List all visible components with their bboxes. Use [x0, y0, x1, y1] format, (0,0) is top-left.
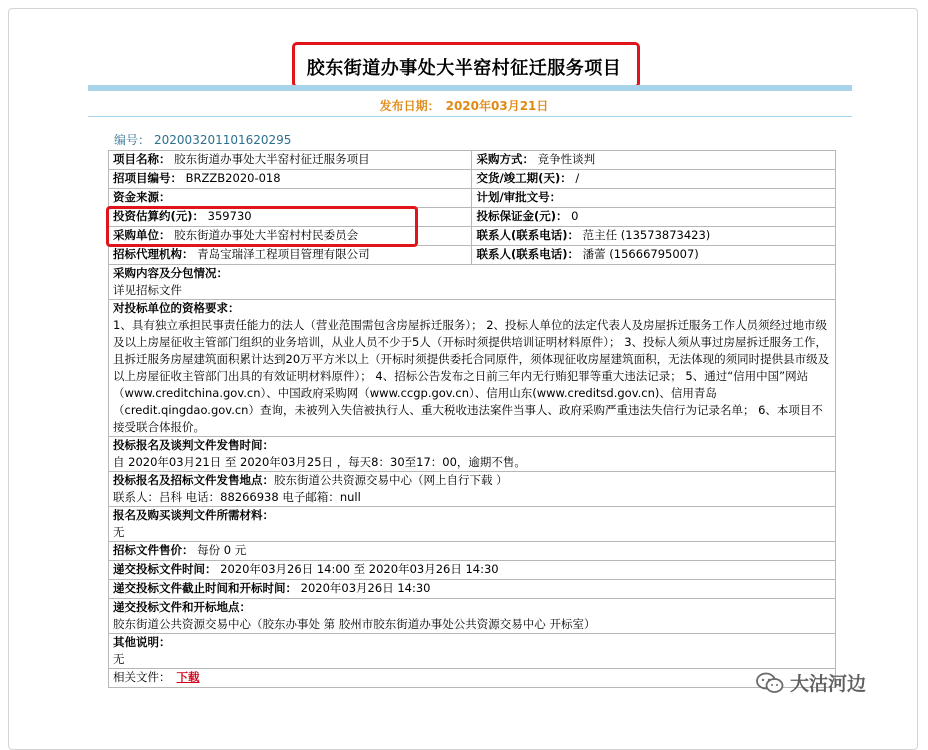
purchase-method-value: 竞争性谈判 — [537, 152, 596, 166]
tender-no-cell — [109, 170, 472, 189]
price-cell — [109, 542, 836, 561]
qualification-cell — [109, 300, 836, 437]
publish-date-value: 2020年03月21日 — [445, 99, 549, 113]
signup-place-cell — [109, 472, 836, 507]
table-row — [109, 542, 836, 561]
purchase-method-label: 采购方式： — [476, 152, 534, 166]
table-row — [109, 472, 836, 507]
header-rule — [88, 85, 852, 91]
table-row — [109, 507, 836, 542]
plan-doc-label: 计划/审批文号： — [476, 190, 562, 204]
deadline-value: 2020年03月26日 14:30 — [300, 581, 431, 595]
project-name-cell — [109, 151, 472, 170]
budget-buyer-highlight-box — [106, 206, 418, 247]
signup-time-cell — [109, 437, 836, 472]
buyer-value: 胶东街道办事处大半窑村村民委员会 — [174, 228, 359, 242]
publish-date — [0, 97, 928, 114]
signup-place-value: 胶东街道公共资源交易中心（网上自行下载 ） — [274, 473, 508, 487]
watermark-text: 大沽河边 — [790, 673, 867, 695]
publish-date-label: 发布日期： — [379, 99, 440, 113]
tender-no-label: 招项目编号： — [113, 171, 182, 185]
signup-time-value: 自 2020年03月21日 至 2020年03月25日 ，每天8：30至17：00，逾期不售。 — [113, 455, 526, 469]
submit-time-cell — [109, 561, 836, 580]
signup-contact: 联系人：吕科 电话：88266938 电子邮箱：null — [113, 490, 361, 504]
other-cell — [109, 634, 836, 669]
table-row — [109, 151, 836, 170]
tender-no-value: BRZZB2020-018 — [185, 171, 281, 185]
budget-label: 投资估算约(元)： — [113, 209, 205, 223]
table-row — [109, 437, 836, 472]
project-name-label: 项目名称： — [113, 152, 171, 166]
qualification-label: 对投标单位的资格要求： — [113, 301, 240, 315]
deposit-label: 投标保证金(元)： — [476, 209, 568, 223]
budget-value: 359730 — [207, 209, 252, 223]
table-row — [109, 669, 836, 688]
fund-source-label: 资金来源： — [113, 190, 171, 204]
delivery-cell — [472, 170, 836, 189]
materials-label: 报名及购买谈判文件所需材料： — [113, 508, 274, 522]
content-value: 详见招标文件 — [113, 283, 182, 297]
title-highlight-box — [292, 42, 640, 88]
agency-cell — [109, 246, 472, 265]
materials-cell — [109, 507, 836, 542]
place-cell — [109, 599, 836, 634]
fund-source-cell — [109, 189, 472, 208]
place-value: 胶东街道公共资源交易中心（胶东办事处 第 胶州市胶东街道办事处公共资源交易中心 开标室） — [113, 617, 596, 631]
content-cell — [109, 265, 836, 300]
files-label: 相关文件： — [113, 670, 171, 684]
page-title: 胶东街道办事处大半窑村征迁服务项目 — [306, 58, 622, 79]
submit-time-label: 递交投标文件时间： — [113, 562, 217, 576]
deposit-value: 0 — [571, 209, 579, 223]
table-row — [109, 599, 836, 634]
deadline-label: 递交投标文件截止时间和开标时间： — [113, 581, 297, 595]
table-row — [109, 634, 836, 669]
deposit-cell — [472, 208, 836, 227]
table-row — [109, 580, 836, 599]
deadline-cell — [109, 580, 836, 599]
signup-time-label: 投标报名及谈判文件发售时间： — [113, 438, 274, 452]
doc-number — [114, 131, 291, 148]
price-value: 每份 0 元 — [197, 543, 247, 557]
watermark — [756, 669, 866, 696]
qualification-value: 1、具有独立承担民事责任能力的法人（营业范围需包含房屋拆迁服务）； 2、投标人单位的法定代表人及房屋拆迁服务工作人员须经过地市级及以上房屋征收主管部门组织的业务培训，从业人员不少于5人（开标时须提供培训证明材料原件）； 3、投标人须从事过房屋拆迁服务工作，且拆迁服务房屋建筑面积累计达到20万平方米以上（开标时须提供委托合同原件，须体现征收房屋建筑面积，无法体现的须同时提供县市级及以上房屋征收主管部门出具的有效证明材料原件）； 4、招标公告发布之日前三年内无行贿犯罪等重大违法记录； 5、通过“信用中国”网站（www.creditchina.gov.cn）、中国政府采购网（www.ccgp.gov.cn）、信用山东(www.creditsd.gov.cn)、信用青岛（credit.qingdao.gov.cn）查询，未被列入失信被执行人、重大税收违法案件当事人、政府采购严重违法失信行为记录名单； 6、本项目不接受联合体报价。 — [113, 318, 830, 434]
buyer-contact-label: 联系人(联系电话)： — [476, 228, 579, 242]
doc-number-label: 编号： — [114, 133, 151, 147]
doc-number-value: 202003201101620295 — [154, 133, 292, 147]
table-row — [109, 246, 836, 265]
plan-doc-cell — [472, 189, 836, 208]
purchase-method-cell — [472, 151, 836, 170]
agency-value: 青岛宝瑞泽工程项目管理有限公司 — [197, 247, 370, 261]
table-row — [109, 170, 836, 189]
place-label: 递交投标文件和开标地点： — [113, 600, 251, 614]
agency-contact-label: 联系人(联系电话)： — [476, 247, 579, 261]
materials-value: 无 — [113, 525, 125, 539]
delivery-value: / — [575, 171, 580, 185]
files-cell — [109, 669, 836, 688]
buyer-label: 采购单位： — [113, 228, 171, 242]
price-label: 招标文件售价： — [113, 543, 194, 557]
delivery-label: 交货/竣工期(天)： — [476, 171, 572, 185]
submit-time-value: 2020年03月26日 14:00 至 2020年03月26日 14:30 — [220, 562, 499, 576]
agency-contact-cell — [472, 246, 836, 265]
agency-contact-value: 潘蕾 (15666795007) — [582, 247, 699, 261]
table-row — [109, 300, 836, 437]
table-row — [109, 561, 836, 580]
buyer-contact-value: 范主任 (13573873423) — [582, 228, 711, 242]
table-row — [109, 265, 836, 300]
signup-place-label: 投标报名及招标文件发售地点： — [113, 473, 274, 487]
table-row — [109, 189, 836, 208]
buyer-contact-cell — [472, 227, 836, 246]
agency-label: 招标代理机构： — [113, 247, 194, 261]
date-rule — [88, 116, 852, 117]
other-label: 其他说明： — [113, 635, 171, 649]
content-label: 采购内容及分包情况： — [113, 266, 228, 280]
other-value: 无 — [113, 652, 125, 666]
project-name-value: 胶东街道办事处大半窑村征迁服务项目 — [174, 152, 370, 166]
download-link[interactable]: 下载 — [176, 670, 200, 684]
wechat-icon — [756, 672, 784, 694]
